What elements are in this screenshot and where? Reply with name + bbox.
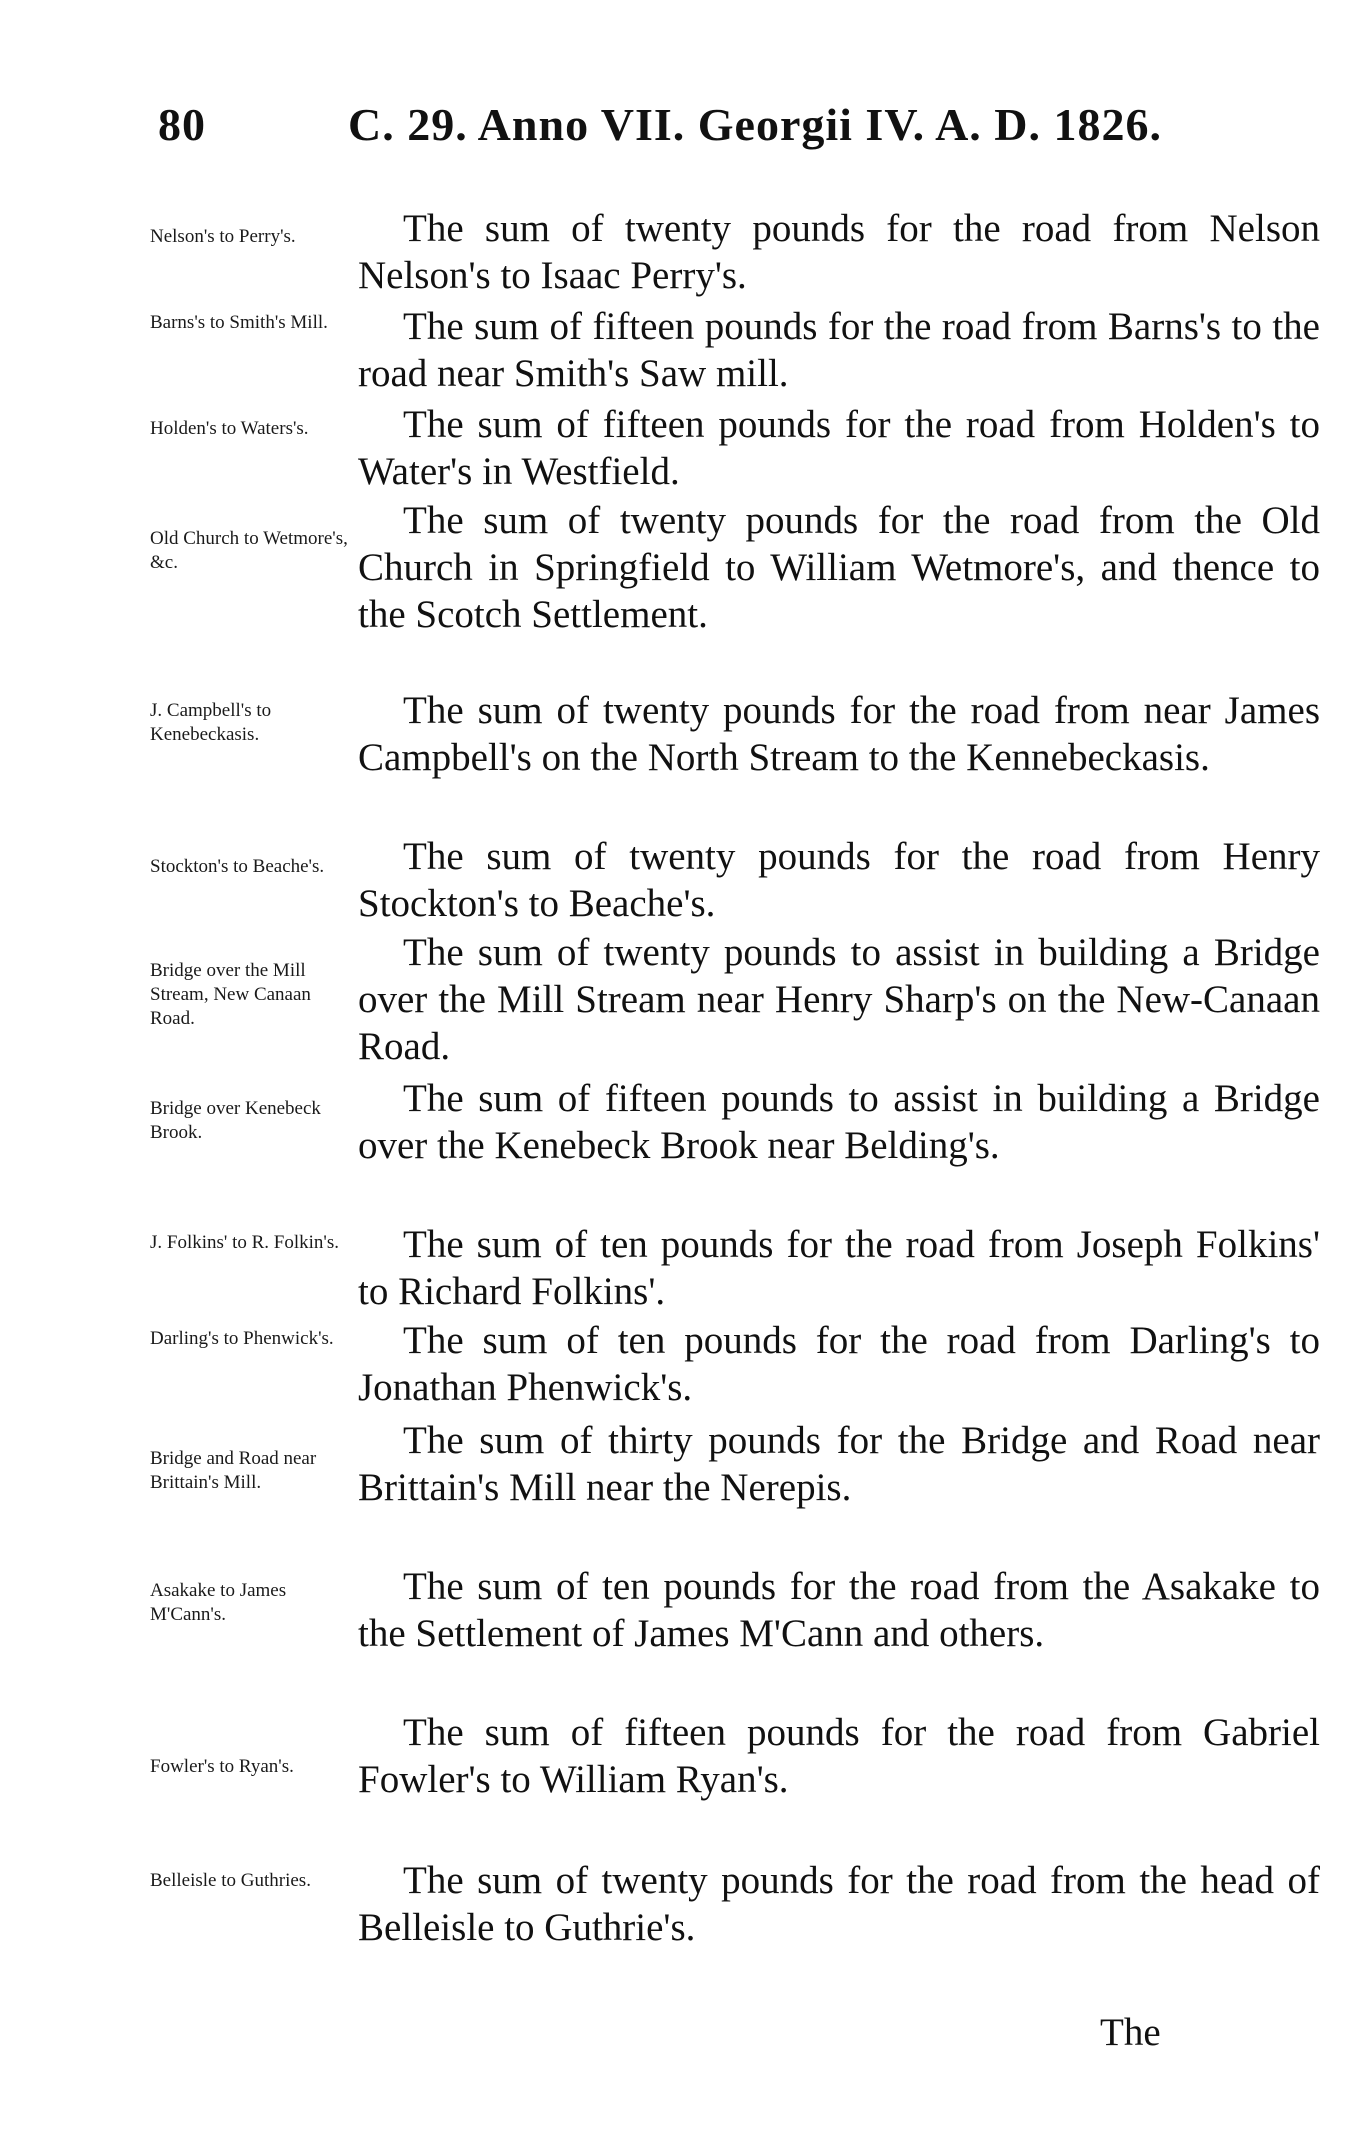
entry — [150, 303, 1320, 401]
side-note: Darling's to Phenwick's. — [150, 1328, 334, 1349]
side-note: Bridge and Road near Brittain's Mill. — [150, 1448, 317, 1493]
entry — [150, 687, 1320, 833]
side-note: Nelson's to Perry's. — [150, 226, 296, 247]
page-number: 80 — [158, 99, 206, 150]
entry — [150, 1417, 1320, 1563]
catchword: The — [1100, 2011, 1161, 2054]
entry — [150, 1709, 1320, 1857]
side-note: Stockton's to Beache's. — [150, 856, 325, 877]
entry-text: The sum of twenty pounds to assist in building a Bridge over the Mill Stream near Henry Sharp's on the New-Canaan Road. — [358, 931, 1320, 1068]
entry-text: The sum of fifteen pounds for the road from Gabriel Fowler's to William Ryan's. — [358, 1711, 1320, 1801]
entry — [150, 1221, 1320, 1317]
side-note: J. Campbell's to Kenebeckasis. — [150, 700, 272, 745]
entry — [150, 833, 1320, 929]
running-title: C. 29. Anno VII. Georgii IV. A. D. 1826. — [348, 99, 1163, 150]
entry-text: The sum of fifteen pounds for the road from Holden's to Water's in Westfield. — [358, 403, 1320, 493]
entry-text: The sum of twenty pounds for the road from Nelson Nelson's to Isaac Perry's. — [358, 207, 1320, 297]
entry-text: The sum of thirty pounds for the Bridge and Road near Brittain's Mill near the Nerepis. — [358, 1419, 1320, 1509]
side-note: Bridge over Kenebeck Brook. — [150, 1098, 321, 1143]
side-note: Fowler's to Ryan's. — [150, 1756, 294, 1777]
side-note: Barns's to Smith's Mill. — [150, 312, 328, 333]
entry-text: The sum of ten pounds for the road from the Asakake to the Settlement of James M'Cann and others. — [358, 1565, 1320, 1655]
side-note: Asakake to James M'Cann's. — [150, 1580, 287, 1625]
side-note: Bridge over the Mill Stream, New Canaan Road. — [150, 960, 311, 1029]
side-note: Belleisle to Guthries. — [150, 1870, 311, 1891]
entry — [150, 205, 1320, 303]
entry — [150, 929, 1320, 1075]
entry — [150, 1075, 1320, 1221]
entry — [150, 401, 1320, 497]
entry-text: The sum of twenty pounds for the road from the Old Church in Springfield to William Wetmore's, and thence to the Scotch Settlement. — [358, 499, 1320, 636]
entry — [150, 497, 1320, 687]
side-note: Holden's to Waters's. — [150, 418, 309, 439]
side-note: J. Folkins' to R. Folkin's. — [150, 1232, 339, 1253]
entry-text: The sum of ten pounds for the road from Darling's to Jonathan Phenwick's. — [358, 1319, 1320, 1409]
entry-text: The sum of twenty pounds for the road from near James Campbell's on the North Stream to the Kennebeckasis. — [358, 689, 1320, 779]
side-note: Old Church to Wetmore's, &c. — [150, 528, 348, 573]
entry — [150, 1563, 1320, 1709]
entry-text: The sum of ten pounds for the road from Joseph Folkins' to Richard Folkins'. — [358, 1223, 1320, 1313]
entry-text: The sum of twenty pounds for the road from the head of Belleisle to Guthrie's. — [358, 1859, 1320, 1949]
entry — [150, 1857, 1320, 1953]
entry — [150, 1317, 1320, 1417]
entry-text: The sum of fifteen pounds to assist in building a Bridge over the Kenebeck Brook near Belding's. — [358, 1077, 1320, 1167]
entries-list — [150, 205, 1320, 1953]
entry-text: The sum of twenty pounds for the road from Henry Stockton's to Beache's. — [358, 835, 1320, 925]
entry-text: The sum of fifteen pounds for the road from Barns's to the road near Smith's Saw mill. — [358, 305, 1320, 395]
